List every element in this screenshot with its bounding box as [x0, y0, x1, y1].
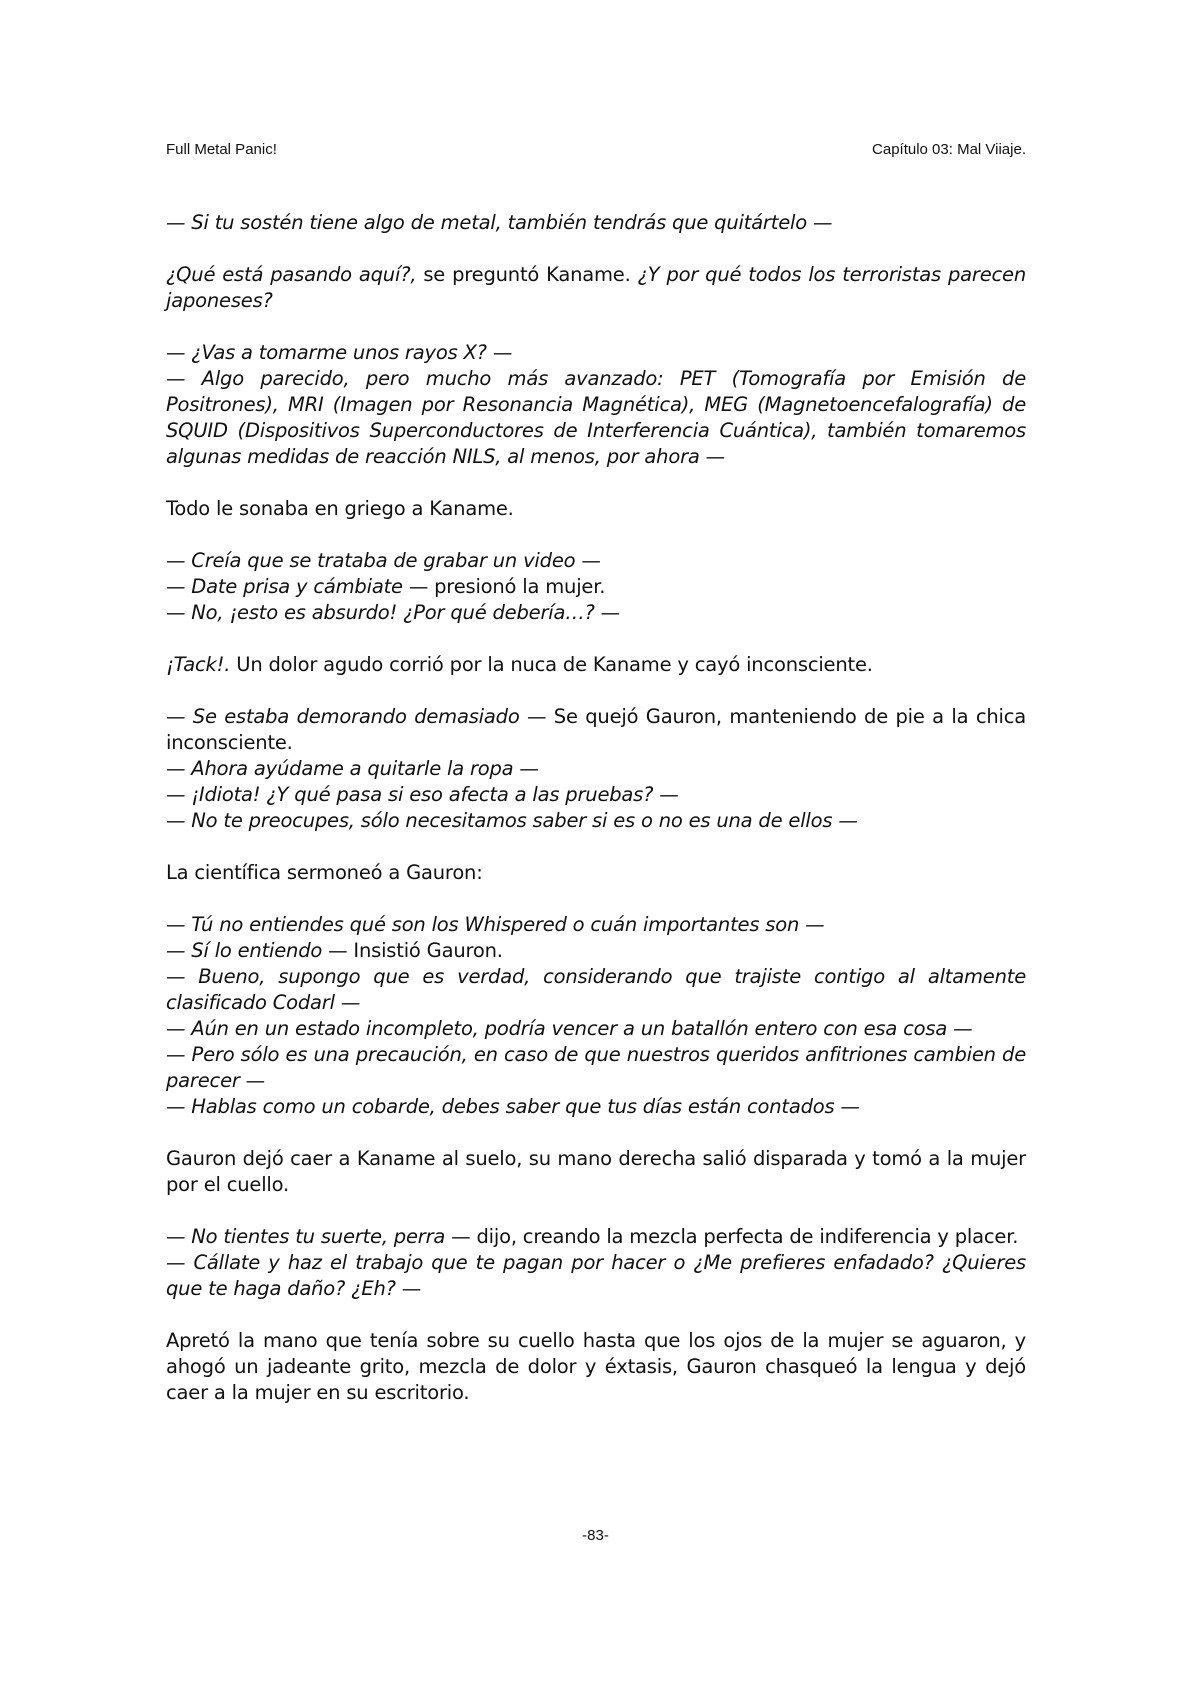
narration-text: — Se quejó Gauron, manteniendo de pie a la chica inconsciente.	[166, 705, 1026, 754]
dialogue-line: — Bueno, supongo que es verdad, considerando que trajiste contigo al altamente clasificado Codarl —	[166, 965, 1026, 1014]
dialogue-line: — Cállate y haz el trabajo que te pagan por hacer o ¿Me prefieres enfadado? ¿Quieres que te haga daño? ¿Eh? —	[166, 1251, 1026, 1300]
dialogue-line	[166, 210, 1026, 236]
narration-paragraph: La científica sermoneó a Gauron:	[166, 861, 483, 884]
dialogue-block	[166, 912, 1026, 1120]
sound-effect-text: ¡Tack!.	[166, 653, 231, 676]
narration-paragraph	[166, 262, 1026, 314]
dialogue-line	[166, 1224, 1026, 1250]
dialogue-block	[166, 1224, 1026, 1302]
dialogue-line	[166, 574, 1026, 600]
page-number: -83-	[582, 1527, 609, 1544]
page-body	[166, 210, 1026, 1432]
dialogue-line: — No te preocupes, sólo necesitamos saber si es o no es una de ellos —	[166, 809, 858, 832]
narration-text: — Insistió Gauron.	[322, 939, 503, 962]
narration-paragraph: Todo le sonaba en griego a Kaname.	[166, 497, 514, 520]
narration-paragraph: Apretó la mano que tenía sobre su cuello hasta que los ojos de la mujer se aguaron, y ahogó un jadeante grito, mezcla de dolor y éxtasis, Gauron chasqueó la lengua y dejó caer a la mujer en su escritorio.	[166, 1329, 1026, 1404]
narration-paragraph: Gauron dejó caer a Kaname al suelo, su mano derecha salió disparada y tomó a la mujer por el cuello.	[166, 1147, 1026, 1196]
chapter-title: Capítulo 03: Mal Viiaje.	[872, 141, 1026, 158]
thought-text: ¿Qué está pasando aquí?,	[166, 263, 417, 286]
thought-text: ¿Y por qué todos los terroristas parecen japoneses?	[166, 263, 1027, 312]
dialogue-text: — No tientes tu suerte, perra	[166, 1225, 446, 1248]
dialogue-line: — Tú no entiendes qué son los Whispered o cuán importantes son —	[166, 913, 825, 936]
narration-text: se preguntó Kaname.	[416, 263, 638, 286]
dialogue-text: — Se estaba demorando demasiado	[166, 705, 520, 728]
dialogue-line	[166, 938, 1026, 964]
dialogue-line: — Ahora ayúdame a quitarle la ropa —	[166, 757, 539, 780]
dialogue-text: — Date prisa y cámbiate	[166, 575, 403, 598]
dialogue-block	[166, 340, 1026, 470]
dialogue-block	[166, 548, 1026, 626]
dialogue-line: — Pero sólo es una precaución, en caso de que nuestros queridos anfitriones cambien de parecer —	[166, 1043, 1026, 1092]
book-title: Full Metal Panic!	[166, 141, 277, 158]
dialogue-line: — Aún en un estado incompleto, podría vencer a un batallón entero con esa cosa —	[166, 1017, 973, 1040]
dialogue-line: — Algo parecido, pero mucho más avanzado: PET (Tomografía por Emisión de Positrones), MRI (Imagen por Resonancia Magnética), MEG (Magnetoencefalografía) de SQUID (Dispositivos Superconductores de Interferencia Cuántica), también tomaremos algunas medidas de reacción NILS, al menos, por ahora —	[166, 367, 1026, 468]
narration-text: — dijo, creando la mezcla perfecta de indiferencia y placer.	[445, 1225, 1019, 1248]
dialogue-text: — Sí lo entiendo	[166, 939, 323, 962]
dialogue-line: — ¿Vas a tomarme unos rayos X? —	[166, 341, 513, 364]
dialogue-text: — Si tu sostén tiene algo de metal, también tendrás que quitártelo —	[166, 211, 833, 234]
narration-text: — presionó la mujer.	[402, 575, 606, 598]
dialogue-line: — Hablas como un cobarde, debes saber que tus días están contados —	[166, 1095, 860, 1118]
dialogue-line: — Creía que se trataba de grabar un video —	[166, 549, 601, 572]
narration-text: Un dolor agudo corrió por la nuca de Kaname y cayó inconsciente.	[230, 653, 873, 676]
dialogue-line: — No, ¡esto es absurdo! ¿Por qué debería…? —	[166, 601, 620, 624]
dialogue-line: — ¡Idiota! ¿Y qué pasa si eso afecta a las pruebas? —	[166, 783, 679, 806]
dialogue-block	[166, 704, 1026, 834]
narration-paragraph	[166, 652, 1026, 678]
dialogue-line	[166, 704, 1026, 756]
